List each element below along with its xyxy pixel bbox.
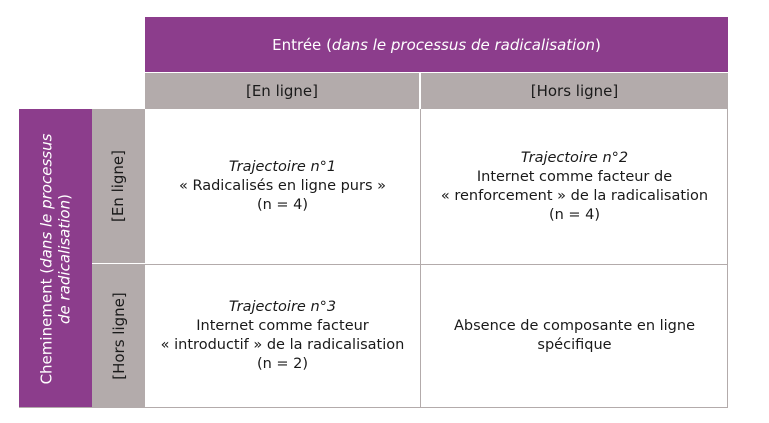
entry-detail: dans le processus de radicalisation (331, 35, 596, 54)
row-group-header (19, 109, 92, 408)
row-header-offline (92, 264, 145, 408)
cell-text: « introductif » de la radicalisation (160, 337, 405, 353)
trajectory-label: Trajectoire n°3 (228, 299, 337, 315)
entry-label: Entrée (272, 35, 322, 54)
cell-text: Absence de composante en ligne (453, 318, 695, 334)
trajectory-label: Trajectoire n°1 (228, 159, 337, 175)
cell-offline-offline (421, 264, 728, 408)
cell-offline-online (145, 264, 420, 408)
row-group-detail-1: dans le processus (37, 133, 56, 268)
row-group-label: Cheminement ( (37, 267, 56, 384)
cell-count: (n = 2) (256, 356, 309, 372)
grid-divider-vertical (420, 109, 421, 408)
grid-border-right (727, 109, 728, 408)
row-header-online (92, 109, 145, 264)
grid-divider-horizontal (145, 264, 728, 265)
cell-online-online (145, 109, 420, 264)
row-group-close: ) (55, 193, 74, 200)
column-group-header (145, 17, 728, 73)
row-header-offline-label: [Hors ligne] (109, 292, 128, 380)
cell-count: (n = 4) (256, 197, 309, 213)
row-group-detail-2: de radicalisation (55, 199, 74, 324)
row-header-online-label: [En ligne] (109, 149, 128, 223)
column-header-online: [En ligne] (145, 73, 420, 109)
cell-text: spécifique (537, 337, 612, 353)
cell-online-offline (421, 109, 728, 264)
cell-text: « renforcement » de la radicalisation (440, 187, 709, 204)
trajectory-label: Trajectoire n°2 (520, 149, 629, 166)
entry-paren-open: ( (326, 35, 332, 54)
cell-text: « Radicalisés en ligne purs » (178, 178, 386, 194)
cell-text: Internet comme facteur (196, 318, 369, 334)
cell-text: Internet comme facteur de (476, 168, 673, 185)
column-header-offline: [Hors ligne] (421, 73, 728, 109)
cell-count: (n = 4) (548, 206, 601, 223)
grid-border-bottom (19, 407, 728, 408)
entry-paren-close: ) (595, 35, 601, 54)
